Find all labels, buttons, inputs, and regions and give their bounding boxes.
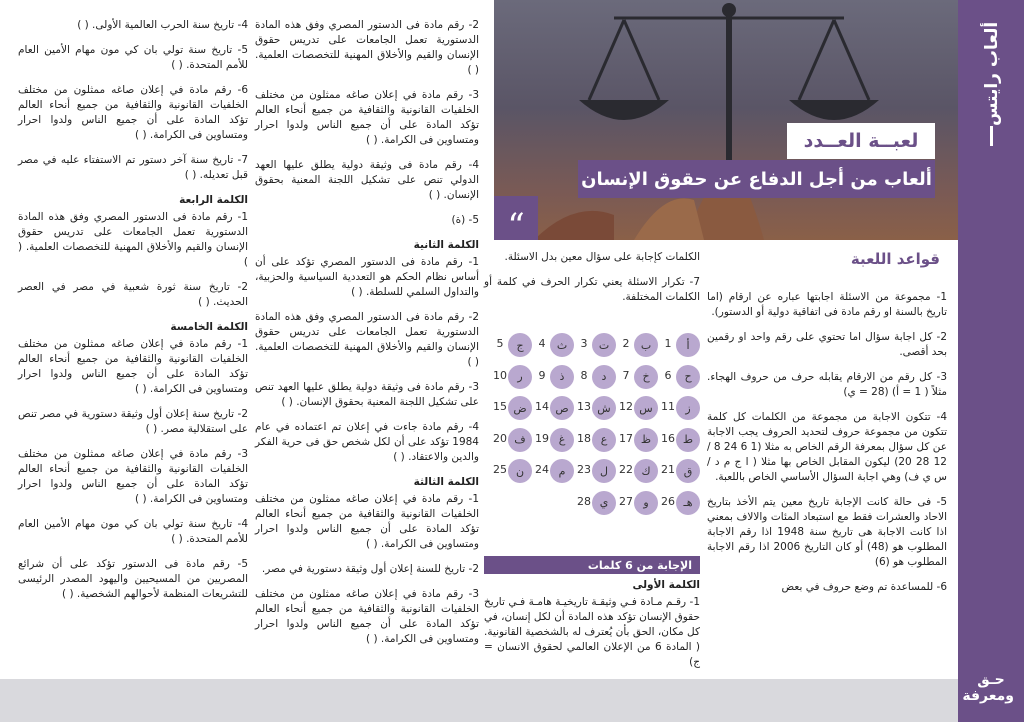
letter-number: 13 (577, 400, 591, 413)
question-item: 5- تاريخ سنة تولي بان كي مون مهام الأمين العام للأمم المتحدة. ( ) (18, 44, 248, 71)
question-item: 4- تاريخ سنة تولي بان كي مون مهام الأمين العام للأمم المتحدة. ( ) (18, 518, 248, 545)
letter-cell (618, 459, 658, 483)
section-heading: الكلمة الخامسة (170, 321, 248, 333)
question-item: 5- رقم مادة فى الدستور تؤكد على أن شرائع المصريين من المسيحيين واليهود المصدر الرئيسى للتشريعات المنظمة لأحوالهم الشخصية. ( ) (18, 558, 248, 600)
letter-cell (660, 365, 700, 389)
scales-of-justice-icon (494, 0, 958, 240)
letter-cell (576, 365, 616, 389)
question-item: 3- رقم مادة في إعلان صاغه ممثلون من مختلف الخلفيات القانونية والثقافية من جميع أنحاء العالم تؤكد المادة على أن جميع الناس ولدوا احرار ومتساوين فى الكرامة. ( ) (255, 89, 479, 146)
letter-number: 1 (664, 337, 672, 350)
quote-mark-icon: “ (494, 196, 538, 240)
question-item: 4- رقم مادة جاءت في إعلان تم اعتماده في عام 1984 تؤكد على أن لكل شخص حق فى حرية الفكر والدين والاعتقاد. ( ) (255, 421, 479, 463)
question-item: 4- رقم مادة فى وثيقة دولية يطلق عليها العهد الدولي تنص على تشكيل اللجنة المعنية بحقوق الإنسان. ( ) (255, 159, 479, 201)
letter-circle: ك (634, 459, 658, 483)
section-heading: الكلمة الرابعة (179, 194, 248, 206)
letter-cell (660, 491, 700, 515)
letter-circle: ش (592, 396, 616, 420)
question-item: 4- تاريخ سنة الحرب العالمية الأولى. ( ) (77, 19, 248, 31)
letter-number: 6 (664, 368, 672, 382)
letter-circle: هـ (676, 491, 700, 515)
letter-cell (576, 333, 616, 357)
section-heading: الكلمة الثانية (413, 239, 479, 251)
letter-number: 19 (535, 431, 549, 445)
question-item: 3- رقم مادة في إعلان صاغه ممثلون من مختلف الخلفيات القانونية والثقافية من جميع أنحاء العالم تؤكد المادة على أن جميع الناس ولدوا احرار ومتساوين فى الكرامة. ( ) (18, 448, 248, 505)
letter-number: 20 (493, 431, 507, 445)
letter-number: 4 (538, 337, 546, 350)
sidebar (958, 0, 1024, 722)
letter-number: 26 (661, 494, 675, 508)
letter-circle: ث (550, 333, 574, 357)
question-item: 3- رقم مادة في إعلان صاغه ممثلون من مختلف الخلفيات القانونية والثقافية من جميع أنحاء العالم تؤكد المادة على أن جميع الناس ولدوا احرار ومتساوين فى الكرامة. ( ) (255, 588, 479, 645)
letter-circle: ن (508, 459, 532, 483)
answer-bar: الإجابة من 6 كلمات (484, 556, 700, 574)
question-item: 5- (ة) (451, 214, 479, 226)
letter-cell (618, 333, 658, 357)
letter-number-grid (490, 333, 702, 553)
letter-number: 14 (535, 400, 549, 413)
hero-image (494, 0, 958, 240)
question-item: 2- رقم مادة فى الدستور المصري وفق هذه المادة الدستورية تعمل الجامعات على تدريس حقوق الإنسان والقيم والأخلاق المهنية للتخصصات العلمية. ( ) (255, 311, 479, 368)
letter-circle: ر (508, 365, 532, 389)
question-item: 7- تاريخ سنة آخر دستور تم الاستفتاء عليه في مصر قبل تعديله. ( ) (18, 154, 248, 181)
question-item: 1- رقم مادة فى الدستور المصري وفق هذه المادة الدستورية تعمل الجامعات على تدريس حقوق الإنسان والقيم والأخلاق المهنية للتخصصات العلمية. ( ) (18, 211, 248, 268)
letter-cell (534, 428, 574, 452)
letter-cell (492, 333, 532, 357)
letter-circle: و (634, 491, 658, 515)
question-item: 2- تاريخ سنة إعلان أول وثيقة دستورية في مصر تنص على استقلالية مصر. ( ) (18, 408, 248, 435)
letter-number: 16 (661, 431, 675, 445)
question-item: 1- رقـم مـادة فـي وثيقـة تاريخيـة هامـة فـي تاريخ حقوق الإنسان تؤكد هذه المادة أن لكل إنسان، في كل مكان، الحق بأن يُعترف له بالشخصية القانونية. ( المادة 6 من الإعلان العالمي لحقوق الانسان = ج) (483, 596, 700, 668)
letter-circle: ي (592, 491, 616, 515)
letter-circle: ب (634, 333, 658, 357)
question-item: 2- تاريخ سنة ثورة شعبية في مصر في العصر الحديث. ( ) (18, 281, 248, 308)
question-item: 2- رقم مادة فى الدستور المصري وفق هذه المادة الدستورية تعمل الجامعات على تدريس حقوق الإنسان والقيم والأخلاق المهنية للتخصصات العلمية. ( ) (255, 19, 479, 76)
letter-cell (618, 491, 658, 515)
rule-item: 7- تكرار الاسئلة يعني تكرار الحرف في كلمة أو الكلمات المختلفة. (484, 276, 700, 303)
letter-circle: غ (550, 428, 574, 452)
letter-cell (576, 428, 616, 452)
question-item: 1- رقم مادة في إعلان صاغه ممثلون من مختلف الخلفيات القانونية والثقافية من جميع أنحاء العالم تؤكد المادة على أن جميع الناس ولدوا احرار ومتساوين فى الكرامة. ( ) (18, 338, 248, 395)
letter-cell (618, 428, 658, 452)
letter-circle: أ (676, 333, 700, 357)
question-item: 3- رقم مادة فى وثيقة دولية يطلق عليها العهد تنص على تشكيل اللجنة المعنية بحقوق الإنسان. ( ) (255, 381, 479, 408)
bottom-band (0, 679, 958, 722)
letter-number: 28 (577, 494, 591, 508)
letter-circle: ض (508, 396, 532, 420)
letter-cell (660, 396, 700, 420)
letter-cell (660, 333, 700, 357)
letter-number: 9 (538, 368, 546, 382)
rule-item: 3- كل رقم من الارقام يقابله حرف من حروف الهجاء. مثلاً ( 1 = أ) (28 = ي) (707, 371, 947, 398)
rule-continuation: الكلمات كإجابة على سؤال معين بدل الاسئلة. (504, 251, 700, 263)
question-item: 6- رقم مادة في إعلان صاغه ممثلون من مختلف الخلفيات القانونية والثقافية من جميع أنحاء العالم تؤكد المادة على أن جميع الناس ولدوا احرار ومتساوين فى الكرامة. ( ) (18, 84, 248, 141)
letter-number: 22 (619, 463, 633, 476)
letter-number: 17 (619, 431, 633, 445)
letter-cell (534, 459, 574, 483)
letter-number: 8 (580, 368, 588, 382)
letter-circle: ل (592, 459, 616, 483)
section-heading: الكلمة الثالثة (413, 476, 479, 488)
rule-item: 1- مجموعة من الاسئلة اجابتها عباره عن ارقام (اما تاريخ بالسنة او رقم مادة فى اتفاقية دولية أو الدستور). (707, 291, 947, 318)
letter-number: 2 (622, 337, 630, 350)
letter-circle: د (592, 365, 616, 389)
letter-number: 3 (580, 337, 588, 350)
letter-circle: ط (676, 428, 700, 452)
rule-item: 4- تتكون الاجابة من مجموعة من الكلمات كل كلمة تتكون من مجموعة حروف لتحديد الحروف يجب الاجابة عن كل سؤال بمعرفة الرقم الخاص به مثلا (1 6 24 8 / 12 28 20) ليكون المقابل الخاص بها مثلا ( ا ج م د / س ي ف) وهي اجابة السؤال الأساسي الخاص باللعبة. (707, 411, 947, 483)
question-item: 2- تاريخ للسنة إعلان أول وثيقة دستورية في مصر. (261, 563, 479, 575)
column-three (255, 18, 479, 657)
letter-number: 11 (661, 400, 675, 413)
letter-cell (492, 365, 532, 389)
question-item: 1- رقم مادة في إعلان صاغه ممثلون من مختلف الخلفيات القانونية والثقافية من جميع أنحاء العالم تؤكد المادة على أن جميع الناس ولدوا احرار ومتساوين فى الكرامة. ( ) (255, 493, 479, 550)
letter-cell (534, 365, 574, 389)
letter-cell (576, 459, 616, 483)
first-word-section (484, 578, 700, 680)
section-heading: الكلمة الأولى (632, 579, 700, 591)
question-item: 1- رقم مادة فى الدستور المصري تؤكد على أن أساس نظام الحكم هو التعددية السياسية والحزبية، والتداول السلمي للسلطة. ( ) (255, 256, 479, 298)
letter-number: 23 (577, 463, 591, 476)
letter-circle: ع (592, 428, 616, 452)
letter-cell (492, 396, 532, 420)
letter-cell (660, 459, 700, 483)
rule-item: 2- كل اجابة سؤال اما تحتوي على رقم واحد او رقمين بحد أقصى. (707, 331, 947, 358)
letter-circle: ظ (634, 428, 658, 452)
letter-circle: س (634, 396, 658, 420)
letter-circle: ق (676, 459, 700, 483)
letter-number: 27 (619, 494, 633, 508)
letter-cell (660, 428, 700, 452)
rules-list (707, 290, 947, 605)
letter-cell (492, 428, 532, 452)
letter-circle: ز (676, 396, 700, 420)
game-subtitle: ألعاب من أجل الدفاع عن حقوق الإنسان (578, 160, 935, 198)
letter-number: 5 (496, 337, 504, 350)
letter-number: 25 (493, 463, 507, 476)
letter-cell (492, 459, 532, 483)
letter-number: 18 (577, 431, 591, 445)
letter-cell (534, 396, 574, 420)
letter-circle: ف (508, 428, 532, 452)
column-four (18, 18, 248, 612)
letter-cell (576, 396, 616, 420)
letter-number: 7 (622, 368, 630, 382)
rule-item: 5- فى حالة كانت الإجابة تاريخ معين يتم الأخذ بتاريخ الاحاد والعشرات فقط مع استبعاد المئات والالاف بمعني اذا كانت الاجابة هى تاريخ سنة 1948 اذا رقم الاجابة المطلوب هو (48) أو كان التاريخ 2006 اذا رقم الاجابة المطلوب هو (6) (707, 496, 947, 568)
letter-cell (618, 365, 658, 389)
brand-logo: حـق ومعرفة (962, 672, 1014, 704)
letter-number: 15 (493, 400, 507, 413)
game-title-badge: لعبــة العــدد (787, 123, 935, 159)
letter-circle: ص (550, 396, 574, 420)
sidebar-title: ألعاب رايتس (974, 22, 1010, 162)
letter-circle: م (550, 459, 574, 483)
letter-cell (534, 333, 574, 357)
letter-circle: ذ (550, 365, 574, 389)
letter-circle: ت (592, 333, 616, 357)
letter-number: 10 (493, 368, 507, 382)
letter-number: 12 (619, 400, 633, 413)
column-two (484, 250, 700, 315)
letter-cell (576, 491, 616, 515)
letter-circle: ج (508, 333, 532, 357)
letter-circle: ح (676, 365, 700, 389)
letter-cell (618, 396, 658, 420)
letter-circle: خ (634, 365, 658, 389)
rule-item: 6- للمساعدة تم وضع حروف في بعض (781, 581, 947, 593)
rules-heading: قواعد اللعبة (850, 250, 940, 268)
letter-number: 24 (535, 463, 549, 476)
letter-number: 21 (661, 463, 675, 476)
